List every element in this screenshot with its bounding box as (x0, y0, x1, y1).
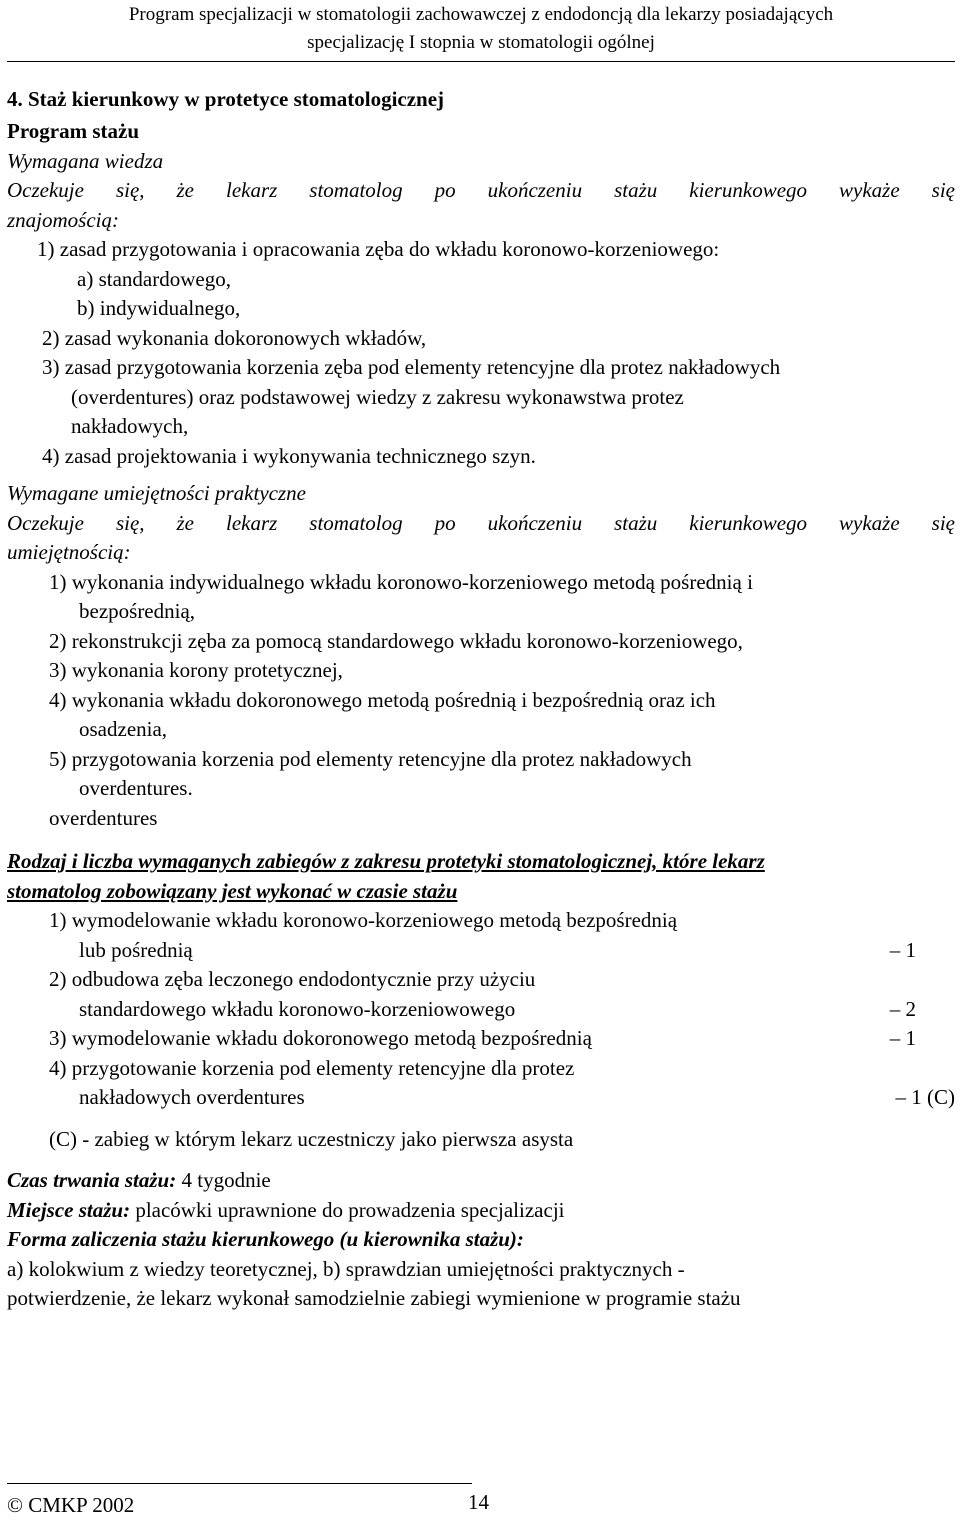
footer-rule (7, 1483, 472, 1484)
duration-line (7, 1166, 955, 1196)
section-title: 4. Staż kierunkowy w protetyce stomatologicznej (7, 87, 445, 111)
knowledge-intro-line-1: Oczekuje się, że lekarz stomatolog po ukończeniu stażu kierunkowego wykaże się (7, 178, 955, 202)
procedure-text: nakładowych overdentures (79, 1085, 305, 1109)
skills-item: 1) wykonania indywidualnego wkładu koronowo-korzeniowego metodą pośrednią i (49, 569, 753, 594)
procedure-text: 3) wymodelowanie wkładu dokoronowego metodą bezpośrednią (49, 1026, 592, 1050)
completion-line-2: potwierdzenie, że lekarz wykonał samodzielnie zabiegi wymienione w programie stażu (7, 1286, 741, 1310)
knowledge-subitem: a) standardowego, (77, 266, 231, 291)
procedure-row (7, 906, 955, 936)
footer-copyright: © CMKP 2002 (7, 1493, 135, 1517)
procedure-text: 1) wymodelowanie wkładu koronowo-korzeniowego metodą bezpośrednią (49, 908, 678, 932)
skills-intro-line-1: Oczekuje się, że lekarz stomatolog po ukończeniu stażu kierunkowego wykaże się (7, 510, 955, 535)
header-line-1: Program specjalizacji w stomatologii zachowawczej z endodoncją dla lekarzy posiadających (128, 4, 834, 25)
document-page (7, 0, 955, 1314)
procedure-text: 2) odbudowa zęba leczonego endodontycznie przy użyciu (49, 967, 536, 991)
page-number: 14 (468, 1490, 489, 1514)
skills-item-extra: overdentures (49, 805, 158, 830)
knowledge-item: 1) zasad przygotowania i opracowania zęba do wkładu koronowo-korzeniowego: (37, 237, 720, 261)
place-value: placówki uprawnione do prowadzenia specjalizacji (130, 1197, 565, 1222)
procedure-text: lub pośrednią (79, 937, 193, 962)
procedure-row (7, 995, 955, 1025)
procedure-count: – 1 (889, 1026, 916, 1050)
skills-item-continuation: bezpośrednią, (79, 599, 196, 623)
skills-heading: Wymagane umiejętności praktyczne (7, 481, 306, 505)
procedure-row (7, 965, 955, 995)
completion-label: Forma zaliczenia stażu kierunkowego (u kierownika stażu): (7, 1227, 524, 1251)
procedure-row (7, 936, 955, 966)
skills-intro-line-2: umiejętnością: (7, 540, 131, 564)
procedure-count: – 1 (889, 937, 916, 962)
knowledge-intro-line-2: znajomością: (7, 207, 119, 232)
skills-item: 2) rekonstrukcji zęba za pomocą standardowego wkładu koronowo-korzeniowego, (49, 628, 743, 653)
knowledge-item: 3) zasad przygotowania korzenia zęba pod elementy retencyjne dla protez nakładowych (42, 355, 781, 379)
knowledge-heading: Wymagana wiedza (7, 148, 164, 173)
header-line-2: specjalizację I stopnia w stomatologii ogólnej (307, 32, 655, 53)
procedure-row (7, 1083, 955, 1113)
knowledge-item: 4) zasad projektowania i wykonywania technicznego szyn. (42, 443, 536, 468)
skills-item: 4) wykonania wkładu dokoronowego metodą pośrednią i bezpośrednią oraz ich (49, 687, 716, 712)
skills-item-continuation: osadzenia, (79, 717, 168, 741)
place-line (7, 1196, 955, 1226)
running-header (7, 1, 955, 57)
place-label: Miejsce stażu: (7, 1197, 131, 1222)
header-rule (7, 61, 955, 62)
skills-item: 3) wykonania korony protetycznej, (49, 658, 343, 682)
knowledge-subitem: b) indywidualnego, (77, 296, 241, 320)
knowledge-item-continuation: (overdentures) oraz podstawowej wiedzy z zakresu wykonawstwa protez (71, 384, 684, 409)
duration-value: 4 tygodnie (176, 1168, 271, 1192)
procedures-heading-line-2: stomatolog zobowiązany jest wykonać w czasie stażu (7, 878, 458, 903)
skills-item: 5) przygotowania korzenia pod elementy retencyjne dla protez nakładowych (49, 746, 692, 771)
procedure-count: – 2 (889, 996, 916, 1021)
procedure-note: (C) - zabieg w którym lekarz uczestniczy jako pierwsza asysta (49, 1126, 574, 1151)
skills-item-continuation: overdentures. (79, 776, 193, 800)
completion-line-1: a) kolokwium z wiedzy teoretycznej, b) sprawdzian umiejętności praktycznych - (7, 1256, 685, 1281)
procedure-text: 4) przygotowanie korzenia pod elementy retencyjne dla protez (49, 1055, 575, 1080)
knowledge-item-continuation: nakładowych, (71, 414, 189, 438)
procedure-text: standardowego wkładu koronowo-korzeniowowego (79, 996, 516, 1021)
procedures-heading-line-1: Rodzaj i liczba wymaganych zabiegów z zakresu protetyki stomatologicznej, które lekarz (7, 849, 765, 873)
procedure-row (7, 1054, 955, 1084)
procedure-count: – 1 (C) (895, 1085, 955, 1109)
program-label: Program stażu (7, 119, 139, 143)
duration-label: Czas trwania stażu: (7, 1168, 177, 1192)
procedure-row (7, 1024, 955, 1054)
knowledge-item: 2) zasad wykonania dokoronowych wkładów, (42, 325, 427, 350)
